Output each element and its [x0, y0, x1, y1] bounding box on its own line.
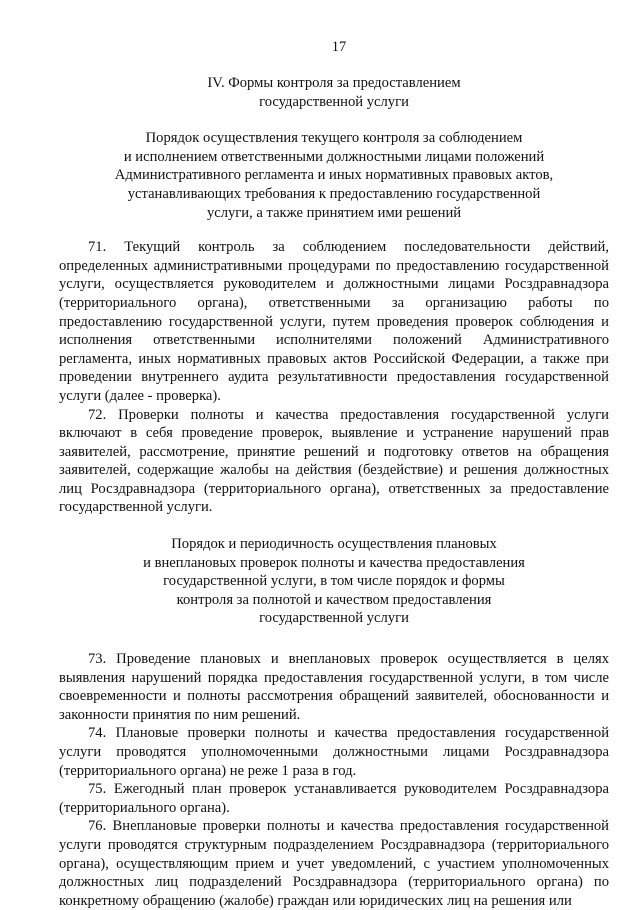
subsection-heading-line: контроля за полнотой и качеством предоставления — [176, 591, 492, 608]
subsection-heading-inspections — [59, 535, 609, 628]
subsection-heading-line: устанавливающих требования к предоставлению государственной — [127, 185, 541, 202]
subsection-heading-line: государственной услуги — [259, 610, 409, 627]
paragraph-73: 73. Проведение плановых и внеплановых проверок осуществляется в целях выявления нарушений порядка предоставления государственной услуги, в том числе своевременности и полноты рассмотрения обращений заявителей, обоснованности и законности принятия по ним решений. — [59, 651, 609, 723]
subsection-heading-line: услуги, а также принятием ими решений — [206, 204, 462, 221]
paragraph-72: 72. Проверки полноты и качества предоставления государственной услуги включают в себя проведение проверок, выявление и устранение нарушений прав заявителей, рассмотрение, принятие решений и подготовку ответов на обращения заявителей, содержащие жалобы на действия (бездействие) и решения должностных лиц Росздравнадзора (территориального органа), ответственных за предоставление государственной услуги. — [59, 406, 609, 516]
section-title-line: государственной услуги — [259, 93, 409, 110]
paragraph-74: 74. Плановые проверки полноты и качества предоставления государственной услуги проводятся уполномоченными должностными лицами Росздравнадзора (территориального органа) не реже 1 раза в год. — [59, 725, 609, 779]
subsection-heading-line: государственной услуги, в том числе порядок и формы — [163, 573, 505, 590]
paragraph-76: 76. Внеплановые проверки полноты и качества предоставления государственной услуги проводятся структурным подразделением Росздравнадзора (территориального органа), осуществляющим прием и учет уведомлений, с участием уполномоченных должностных лиц подразделений Росздравнадзора (территориального органа) по конкретному обращению (жалобе) граждан или юридических лиц на решения или — [59, 818, 609, 909]
subsection-heading-line: и внеплановых проверок полноты и качества предоставления — [143, 554, 525, 571]
section-title-line: IV. Формы контроля за предоставлением — [207, 75, 461, 91]
paragraph-75: 75. Ежегодный план проверок устанавливается руководителем Росздравнадзора (территориального органа). — [59, 781, 609, 816]
subsection-heading-line: Административного регламента и иных нормативных правовых актов, — [114, 167, 554, 184]
subsection-heading-current-control — [59, 129, 609, 222]
section-title — [59, 74, 609, 111]
subsection-heading-line: Порядок осуществления текущего контроля за соблюдением — [145, 130, 523, 147]
subsection-heading-line: и исполнением ответственными должностными лицами положений — [123, 148, 545, 165]
page-number: 17 — [331, 39, 347, 55]
subsection-heading-line: Порядок и периодичность осуществления плановых — [171, 536, 497, 553]
paragraph-71: 71. Текущий контроль за соблюдением последовательности действий, определенных административными процедурами по предоставлению государственной услуги, осуществляется руководителем и должностными лицами Росздравнадзора (территориального органа), ответственными за организацию работы по предоставлению государственной услуги, путем проведения проверок соблюдения и исполнения ответственными исполнителями положений Административного регламента, иных нормативных правовых актов Российской Федерации, а также при проведении внутреннего аудита результативности предоставления государственной услуги (далее - проверка). — [59, 239, 609, 404]
